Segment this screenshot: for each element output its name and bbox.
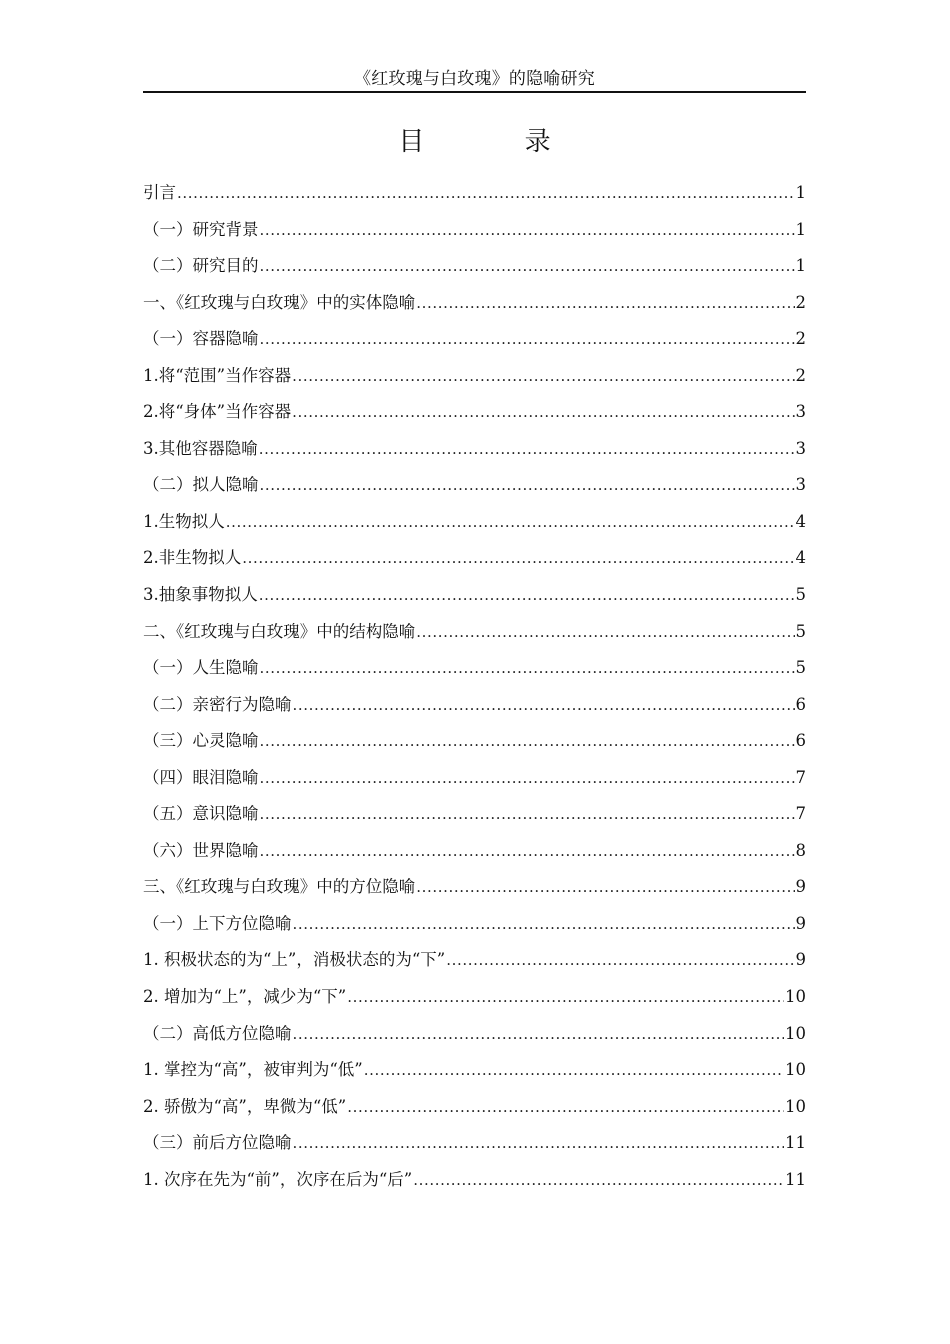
toc-dot-leader (293, 1021, 785, 1047)
toc-entry-page: 3 (795, 475, 806, 495)
toc-dot-leader (413, 1167, 784, 1193)
toc-dot-leader (260, 838, 795, 864)
toc-entry-page: 4 (795, 548, 806, 568)
running-header: 《红玫瑰与白玫瑰》的隐喻研究 (354, 69, 595, 89)
toc-dot-leader (260, 765, 795, 791)
toc-entry-label: （三）前后方位隐喻 (143, 1133, 292, 1153)
toc-entry[interactable] (143, 509, 806, 546)
toc-entry-page: 11 (785, 1169, 806, 1189)
toc-entry-label: 2. 增加为“上”，减少为“下” (143, 987, 347, 1007)
toc-dot-leader (260, 217, 795, 243)
toc-entry-page: 7 (795, 767, 806, 787)
toc-entry-label: 2.将“身体”当作容器 (143, 402, 292, 422)
toc-dot-leader (446, 947, 794, 973)
toc-entry[interactable] (143, 874, 806, 911)
toc-entry[interactable] (143, 180, 806, 217)
toc-entry-label: 1. 次序在先为“前”，次序在后为“后” (143, 1169, 413, 1189)
toc-entry-label: （四）眼泪隐喻 (143, 767, 259, 787)
toc-entry[interactable] (143, 545, 806, 582)
toc-entry[interactable] (143, 290, 806, 327)
toc-dot-leader (260, 326, 795, 352)
toc-entry[interactable] (143, 1094, 806, 1131)
toc-entry[interactable] (143, 947, 806, 984)
toc-dot-leader (226, 509, 795, 535)
toc-entry[interactable] (143, 399, 806, 436)
toc-dot-leader (259, 582, 795, 608)
toc-entry-page: 8 (795, 840, 806, 860)
toc-entry-label: （二）拟人隐喻 (143, 475, 259, 495)
toc-entry-label: （一）容器隐喻 (143, 329, 259, 349)
toc-entry-label: 引言 (143, 183, 176, 202)
toc-entry-label: （六）世界隐喻 (143, 840, 259, 860)
toc-dot-leader (259, 436, 795, 462)
toc-entry-page: 4 (795, 511, 806, 531)
toc-entry[interactable] (143, 655, 806, 692)
toc-entry[interactable] (143, 363, 806, 400)
toc-entry-label: （一）研究背景 (143, 219, 259, 239)
toc-entry[interactable] (143, 326, 806, 363)
toc-entry[interactable] (143, 253, 806, 290)
toc-entry-label: 三、《红玫瑰与白玫瑰》中的方位隐喻 (143, 877, 416, 897)
toc-entry[interactable] (143, 582, 806, 619)
toc-dot-leader (292, 399, 794, 425)
toc-entry[interactable] (143, 619, 806, 656)
toc-entry-page: 5 (795, 621, 806, 641)
toc-entry[interactable] (143, 728, 806, 765)
toc-title: 目 录 (398, 127, 597, 157)
toc-entry-page: 10 (785, 987, 806, 1007)
toc-entry-label: （二）亲密行为隐喻 (143, 694, 292, 714)
toc-entry-page: 10 (785, 1023, 806, 1043)
toc-entry-label: 2. 骄傲为“高”，卑微为“低” (143, 1096, 347, 1116)
toc-entry-page: 2 (795, 292, 806, 312)
toc-entry-page: 10 (785, 1060, 806, 1080)
toc-entry-page: 2 (795, 365, 806, 385)
toc-dot-leader (177, 180, 795, 206)
toc-entry[interactable] (143, 217, 806, 254)
toc-entry-label: 3.其他容器隐喻 (143, 438, 258, 458)
toc-entry-label: （五）意识隐喻 (143, 804, 259, 824)
toc-entry-page: 6 (795, 694, 806, 714)
toc-entry-label: （三）心灵隐喻 (143, 731, 259, 751)
toc-entry-page: 1 (795, 183, 806, 202)
toc-entry[interactable] (143, 911, 806, 948)
toc-entry[interactable] (143, 1167, 806, 1204)
toc-entry-page: 3 (795, 402, 806, 422)
toc-dot-leader (416, 619, 794, 645)
toc-dot-leader (416, 874, 794, 900)
toc-entry[interactable] (143, 1130, 806, 1167)
toc-dot-leader (293, 1130, 785, 1156)
toc-entry[interactable] (143, 765, 806, 802)
toc-entry-page: 9 (795, 950, 806, 970)
toc-entry[interactable] (143, 692, 806, 729)
toc-entry-page: 9 (795, 913, 806, 933)
toc-entry-label: 3.抽象事物拟人 (143, 585, 258, 605)
toc-entry-page: 1 (795, 256, 806, 276)
toc-dot-leader (364, 1057, 784, 1083)
toc-dot-leader (260, 801, 795, 827)
toc-entry-page: 5 (795, 585, 806, 605)
toc-dot-leader (260, 253, 795, 279)
toc-entry-page: 3 (795, 438, 806, 458)
table-of-contents (143, 180, 806, 1203)
toc-dot-leader (260, 472, 795, 498)
header-rule (143, 91, 806, 93)
toc-entry[interactable] (143, 801, 806, 838)
toc-entry-label: （一）上下方位隐喻 (143, 913, 292, 933)
toc-dot-leader (347, 1094, 784, 1120)
toc-entry[interactable] (143, 1057, 806, 1094)
toc-entry[interactable] (143, 838, 806, 875)
toc-entry[interactable] (143, 436, 806, 473)
toc-dot-leader (260, 655, 795, 681)
toc-dot-leader (293, 911, 795, 937)
toc-entry[interactable] (143, 472, 806, 509)
toc-dot-leader (347, 984, 784, 1010)
toc-entry-label: （二）高低方位隐喻 (143, 1023, 292, 1043)
toc-entry[interactable] (143, 1021, 806, 1058)
toc-entry-label: （二）研究目的 (143, 256, 259, 276)
toc-entry-page: 9 (795, 877, 806, 897)
toc-entry-label: 1. 掌控为“高”，被审判为“低” (143, 1060, 363, 1080)
toc-entry-page: 10 (785, 1096, 806, 1116)
toc-entry-label: 1.生物拟人 (143, 511, 225, 531)
toc-entry-page: 11 (785, 1133, 806, 1153)
toc-dot-leader (416, 290, 794, 316)
toc-entry-label: 1. 积极状态的为“上”，消极状态的为“下” (143, 950, 446, 970)
toc-entry-page: 2 (795, 329, 806, 349)
toc-entry-label: （一）人生隐喻 (143, 658, 259, 678)
toc-dot-leader (292, 363, 794, 389)
toc-entry[interactable] (143, 984, 806, 1021)
toc-entry-page: 5 (795, 658, 806, 678)
toc-entry-label: 二、《红玫瑰与白玫瑰》中的结构隐喻 (143, 621, 416, 641)
toc-entry-label: 2.非生物拟人 (143, 548, 242, 568)
toc-dot-leader (260, 728, 795, 754)
toc-entry-label: 1.将“范围”当作容器 (143, 365, 292, 385)
toc-dot-leader (242, 545, 794, 571)
toc-entry-page: 6 (795, 731, 806, 751)
toc-entry-page: 1 (795, 219, 806, 239)
toc-entry-page: 7 (795, 804, 806, 824)
toc-entry-label: 一、《红玫瑰与白玫瑰》中的实体隐喻 (143, 292, 416, 312)
toc-dot-leader (293, 692, 795, 718)
